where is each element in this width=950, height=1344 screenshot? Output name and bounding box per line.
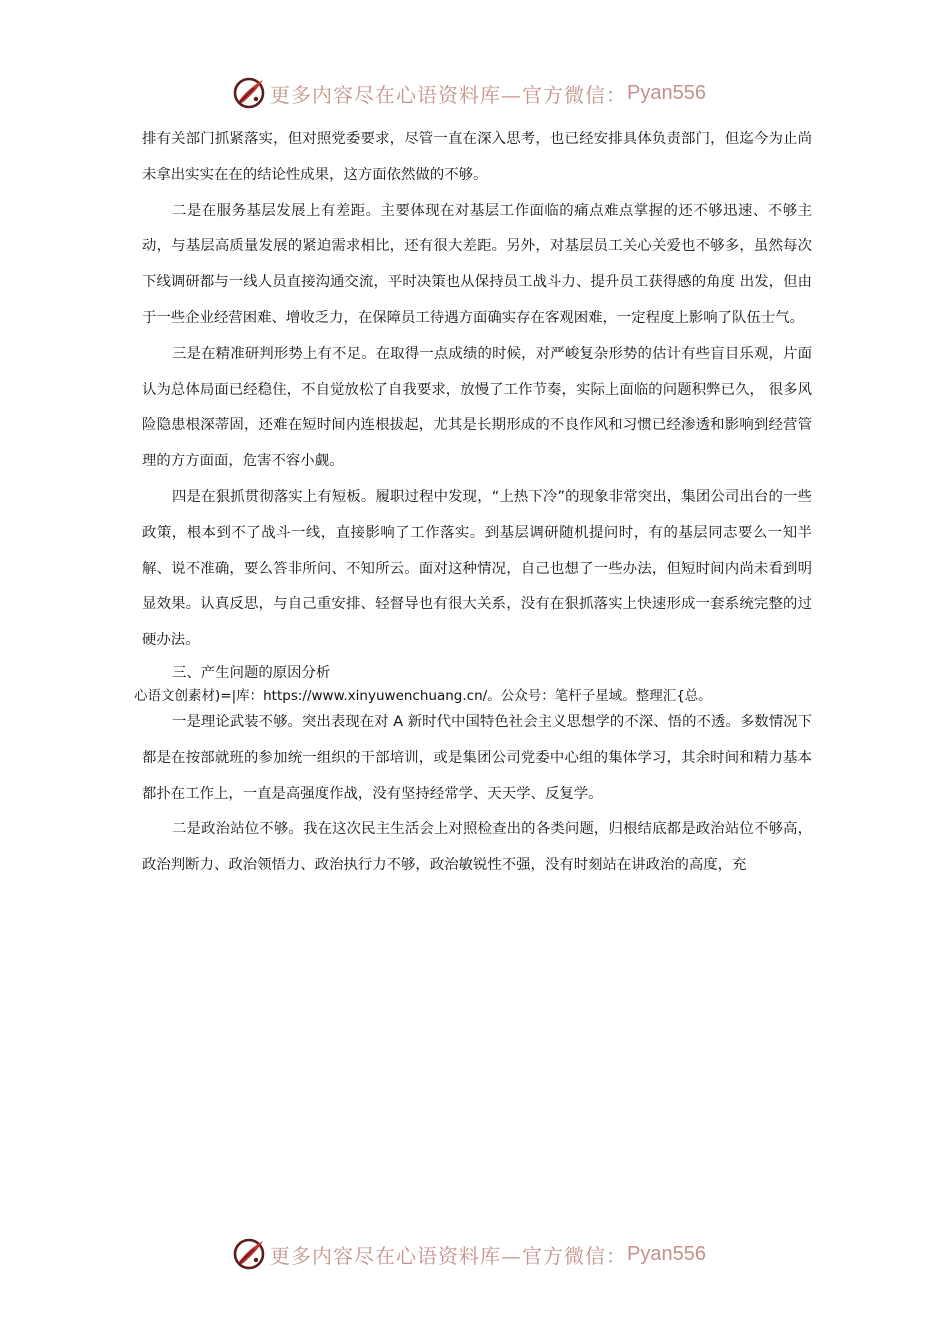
paragraph-implementation: 四是在狠抓贯彻落实上有短板。履职过程中发现，“上热下冷”的现象非常突出，集团公司出台的一些政策，根本到不了战斗一线，直接影响了工作落实。到基层调研随机提问时，有的基层同志要么一知半解、说不准确，要么答非所问、不知所云。面对这种情况，自己也想了一些办法，但短时间内尚未看到明显效果。认真反思，与自己重安排、轻督导也有很大关系，没有在狠抓落实上快速形成一套系统完整的过硬办法。 <box>142 488 812 649</box>
footer-banner-text: 更多内容尽在心语资料库—官方微信： <box>270 1243 627 1268</box>
paragraph-situation-judgment: 三是在精准研判形势上有不足。在取得一点成绩的时候，对严峻复杂形势的估计有些盲目乐观，片面认为总体局面已经稳住，不自觉放松了自我要求，放慢了工作节奏，实际上面临的问题积弊已久， 很多风险隐患根深蒂固，还难在短时间内连根拔起，尤其是长期形成的不良作风和习惯已经渗透和影响到经营管理的方方面面，危害不容小觑。 <box>142 345 812 470</box>
paragraph-service-grassroots: 二是在服务基层发展上有差距。主要体现在对基层工作面临的痛点难点掌握的还不够迅速、不够主动，与基层高质量发展的紧迫需求相比，还有很大差距。另外，对基层员工关心关爱也不够多，虽然每次下线调研都与一线人员直接沟通交流，平时决策也从保持员工战斗力、提升员工获得感的角度 出发，但由于一些企业经营困难、增收乏力，在保障员工待遇方面确实存在客观困难，一定程度上影响了队伍士气。 <box>142 202 812 326</box>
header-banner <box>232 73 706 113</box>
paragraph-continued: 排有关部门抓紧落实，但对照党委要求，尽管一直在深入思考，也已经安排具体负责部门，但迄今为止尚未拿出实实在在的结论性成果，这方面依然做的不够。 <box>142 131 812 183</box>
document-body <box>134 122 812 884</box>
footer-banner <box>232 1234 706 1274</box>
paragraph-political-stance: 二是政治站位不够。我在这次民主生活会上对照检查出的各类问题，归根结底都是政治站位不够高，政治判断力、政治领悟力、政治执行力不够，政治敏锐性不强，没有时刻站在讲政治的高度，充 <box>142 821 812 874</box>
source-watermark-line: 心语文创素材)=|库：https://www.xinyuwenchuang.cn/。公众号：笔杆子星域。整理汇{总。 <box>134 687 712 704</box>
section-heading: 三、产生问题的原因分析 <box>172 664 331 681</box>
header-banner-text: 更多内容尽在心语资料库—官方微信： <box>270 82 627 107</box>
header-banner-wechat-id: Pyan556 <box>627 81 706 104</box>
quill-pen-logo-icon <box>232 1237 266 1271</box>
quill-pen-logo-icon <box>232 76 266 110</box>
footer-banner-wechat-id: Pyan556 <box>627 1242 706 1265</box>
paragraph-theory: 一是理论武装不够。突出表现在对 A 新时代中国特色社会主义思想学的不深、悟的不透。多数情况下都是在按部就班的参加统一组织的干部培训，或是集团公司党委中心组的集体学习，其余时间和精力基本都扑在工作上，一直是高强度作战，没有坚持经常学、天天学、反复学。 <box>142 713 812 802</box>
